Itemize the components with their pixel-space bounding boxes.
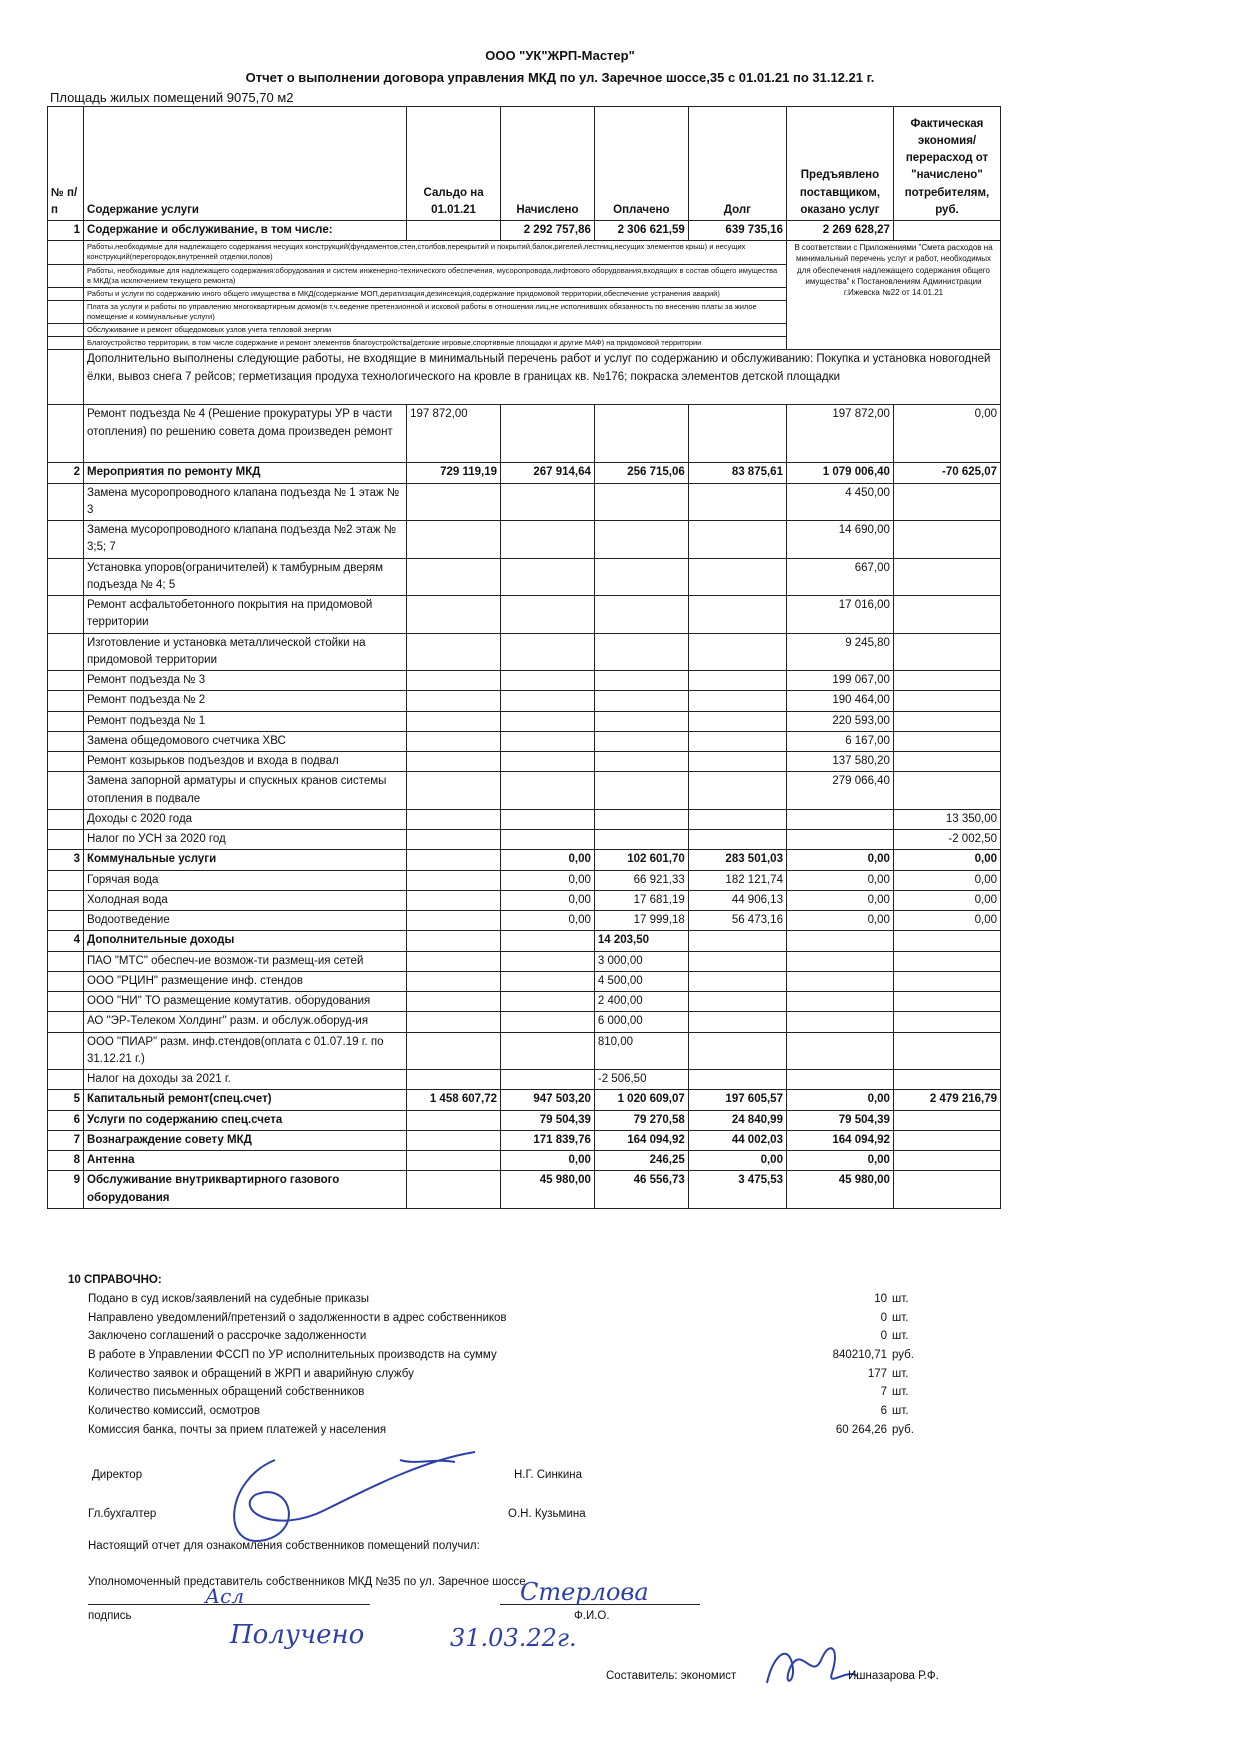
row-label: ООО "РЦИН" размещение инф. стендов bbox=[84, 971, 407, 991]
company-name: ООО "УК"ЖРП-Мастер" bbox=[485, 48, 635, 63]
table-row bbox=[48, 521, 1001, 559]
subitem-row bbox=[48, 241, 1001, 264]
cell-paid: 17 681,19 bbox=[594, 890, 688, 910]
cell-paid: 14 203,50 bbox=[594, 931, 688, 951]
cell-debt: 197 605,57 bbox=[688, 1090, 786, 1110]
row-label: Ремонт подъезда № 2 bbox=[84, 691, 407, 711]
table-row bbox=[48, 809, 1001, 829]
cell-economy: -70 625,07 bbox=[893, 463, 1000, 483]
sign-line bbox=[88, 1604, 370, 1605]
cell-debt: 24 840,99 bbox=[688, 1110, 786, 1130]
table-row bbox=[48, 911, 1001, 931]
cell-charged: 0,00 bbox=[501, 870, 595, 890]
handwritten-fio: Стерлова bbox=[520, 1578, 649, 1606]
received-text: Настоящий отчет для ознакомления собственников помещений получил: bbox=[88, 1540, 480, 1552]
additional-works-row bbox=[48, 350, 1001, 405]
list-item: В работе в Управлении ФССП по УР исполнительных производств на сумму 840210,71 руб. bbox=[88, 1349, 914, 1362]
report-title: Отчет о выполнении договора управления МКД по ул. Заречное шоссе,35 с 01.01.21 по 31.12.21 г. bbox=[245, 70, 875, 85]
table-row bbox=[48, 671, 1001, 691]
row-label: Холодная вода bbox=[84, 890, 407, 910]
row-label: Вознаграждение совету МКД bbox=[84, 1130, 407, 1150]
cell-saldo: 1 458 607,72 bbox=[407, 1090, 501, 1110]
row-label: Замена мусоропроводного клапана подъезда № 1 этаж № 3 bbox=[84, 483, 407, 521]
row-label: Мероприятия по ремонту МКД bbox=[84, 463, 407, 483]
section-row bbox=[48, 1171, 1001, 1209]
cell-paid: 46 556,73 bbox=[594, 1171, 688, 1209]
table-row bbox=[48, 1070, 1001, 1090]
cell-paid: 6 000,00 bbox=[594, 1012, 688, 1032]
cell-paid: 79 270,58 bbox=[594, 1110, 688, 1130]
cell-presented: 0,00 bbox=[786, 870, 893, 890]
row-label: Доходы с 2020 года bbox=[84, 809, 407, 829]
accountant-name: О.Н. Кузьмина bbox=[508, 1508, 586, 1520]
table-row bbox=[48, 711, 1001, 731]
col-economy: Фактическая экономия/перерасход от "начислено" потребителям, руб. bbox=[893, 107, 1000, 221]
row-label: ООО "ПИАР" разм. инф.стендов(оплата с 01.07.19 г. по 31.12.21 г.) bbox=[84, 1032, 407, 1070]
table-row bbox=[48, 405, 1001, 463]
cell-paid: 164 094,92 bbox=[594, 1130, 688, 1150]
section-row bbox=[48, 463, 1001, 483]
cell-presented: 0,00 bbox=[786, 1151, 893, 1171]
table-row bbox=[48, 890, 1001, 910]
cell-debt: 0,00 bbox=[688, 1151, 786, 1171]
handwritten-date: 31.03.22г. bbox=[450, 1624, 577, 1652]
section-row bbox=[48, 1090, 1001, 1110]
composer-name: Ишназарова Р.Ф. bbox=[848, 1670, 939, 1682]
cell-charged: 0,00 bbox=[501, 890, 595, 910]
cell-economy: 0,00 bbox=[893, 405, 1000, 463]
row-label: Изготовление и установка металлической стойки на придомовой территории bbox=[84, 633, 407, 671]
cell-paid: -2 506,50 bbox=[594, 1070, 688, 1090]
row-label: Содержание и обслуживание, в том числе: bbox=[84, 221, 407, 241]
table-row bbox=[48, 992, 1001, 1012]
row-num: 7 bbox=[48, 1130, 84, 1150]
cell-economy: -2 002,50 bbox=[893, 830, 1000, 850]
cell-presented: 14 690,00 bbox=[786, 521, 893, 559]
subitem-text: Работы,необходимые для надлежащего содержания несущих конструкций(фундаментов,стен,столбов,перекрытий и покрытий,балок,ригелей,лестниц,несущих элементов крыш) и несущих конструкций(перегородок,внутренней отделки,полов) bbox=[84, 241, 787, 264]
table-row bbox=[48, 1012, 1001, 1032]
cell-economy: 0,00 bbox=[893, 870, 1000, 890]
table-row bbox=[48, 633, 1001, 671]
section-row bbox=[48, 931, 1001, 951]
accountant-title: Гл.бухгалтер bbox=[88, 1508, 157, 1520]
cell-presented: 137 580,20 bbox=[786, 752, 893, 772]
cell-economy: 13 350,00 bbox=[893, 809, 1000, 829]
row-label: Капитальный ремонт(спец.счет) bbox=[84, 1090, 407, 1110]
director-name: Н.Г. Синкина bbox=[514, 1469, 582, 1481]
col-paid: Оплачено bbox=[594, 107, 688, 221]
cell-saldo: 197 872,00 bbox=[407, 405, 501, 463]
cell-debt: 182 121,74 bbox=[688, 870, 786, 890]
col-charged: Начислено bbox=[501, 107, 595, 221]
table-row bbox=[48, 731, 1001, 751]
row-label: Услуги по содержанию спец.счета bbox=[84, 1110, 407, 1130]
list-item: Подано в суд исков/заявлений на судебные приказы 10 шт. bbox=[88, 1293, 909, 1305]
col-debt: Долг bbox=[688, 107, 786, 221]
composer-label: Составитель: экономист bbox=[606, 1670, 737, 1682]
subitem-text: Плата за услуги и работы по управлению многоквартирным домом(в т.ч.ведение претензионной и исковой работы в отношении лиц,не исполнивших обязанность по внесению платы за жилое помещение и коммунальные услуги) bbox=[84, 300, 787, 323]
subitem-text: Обслуживание и ремонт общедомовых узлов учета тепловой энергии bbox=[84, 324, 787, 337]
sign-label: подпись bbox=[88, 1610, 132, 1622]
cell-charged: 0,00 bbox=[501, 1151, 595, 1171]
table-row bbox=[48, 951, 1001, 971]
row-label: Водоотведение bbox=[84, 911, 407, 931]
row-num: 8 bbox=[48, 1151, 84, 1171]
table-row bbox=[48, 558, 1001, 596]
row-label: Ремонт подъезда № 4 (Решение прокуратуры УР в части отопления) по решению совета дома произведен ремонт bbox=[84, 405, 407, 463]
cell-presented: 1 079 006,40 bbox=[786, 463, 893, 483]
cell-presented: 0,00 bbox=[786, 911, 893, 931]
row-num: 4 bbox=[48, 931, 84, 951]
cell-presented: 17 016,00 bbox=[786, 596, 893, 634]
cell-paid: 2 400,00 bbox=[594, 992, 688, 1012]
row-label: Замена запорной арматуры и спускных кранов системы отопления в подвале bbox=[84, 772, 407, 810]
row-label: Дополнительные доходы bbox=[84, 931, 407, 951]
cell-paid: 66 921,33 bbox=[594, 870, 688, 890]
reference-title bbox=[68, 1274, 162, 1286]
table-row bbox=[48, 772, 1001, 810]
cell-presented: 279 066,40 bbox=[786, 772, 893, 810]
subitem-text: Работы и услуги по содержанию иного общего имущества в МКД(содержание МОП,дератизация,дезинсекция,содержание придомовой территории,обеспечение устранения аварий) bbox=[84, 287, 787, 300]
col-num: № п/п bbox=[48, 107, 84, 221]
row-label: Горячая вода bbox=[84, 870, 407, 890]
table-row bbox=[48, 596, 1001, 634]
subitem-text: Благоустройство территории, в том числе содержание и ремонт элементов благоустройства(детские игровые,спортивные площадки и другие МАФ) на придомовой территории bbox=[84, 337, 787, 350]
cell-presented: 2 269 628,27 bbox=[786, 221, 893, 241]
cell-debt: 44 906,13 bbox=[688, 890, 786, 910]
handwritten-signature: Асл bbox=[205, 1584, 245, 1608]
row-label: ООО "НИ" ТО размещение комутатив. оборудования bbox=[84, 992, 407, 1012]
list-item: Количество комиссий, осмотров 6 шт. bbox=[88, 1405, 909, 1418]
cell-presented: 164 094,92 bbox=[786, 1130, 893, 1150]
cell-presented: 9 245,80 bbox=[786, 633, 893, 671]
cell-economy: 0,00 bbox=[893, 911, 1000, 931]
cell-debt: 283 501,03 bbox=[688, 850, 786, 870]
section-row bbox=[48, 1130, 1001, 1150]
cell-presented: 4 450,00 bbox=[786, 483, 893, 521]
section-row bbox=[48, 1110, 1001, 1130]
cell-presented: 0,00 bbox=[786, 1090, 893, 1110]
subitem-text: Работы, необходимые для надлежащего содержания:оборудования и систем инженерно-технического обеспечения, мусоропровода,лифтового оборудования,входящих в состав общего имущества в МКД(за исключением текущего ремонта) bbox=[84, 264, 787, 287]
reference-list bbox=[88, 1293, 928, 1443]
section-row bbox=[48, 1151, 1001, 1171]
cell-paid: 17 999,18 bbox=[594, 911, 688, 931]
fio-label: Ф.И.О. bbox=[574, 1610, 610, 1622]
cell-paid: 3 000,00 bbox=[594, 951, 688, 971]
table-row bbox=[48, 1032, 1001, 1070]
list-item: Комиссия банка, почты за прием платежей у населения 60 264,26 руб. bbox=[88, 1423, 914, 1436]
row-label: Замена мусоропроводного клапана подъезда №2 этаж № 3;5; 7 bbox=[84, 521, 407, 559]
norm-note: В соответствии с Приложениями "Смета расходов на минимальный перечень услуг и работ, необходимых для обеспечения надлежащего содержания общего имущества" к Постановлениям Администрации г.Ижевска №22 от 14.01.21 bbox=[786, 241, 1000, 350]
row-label: Ремонт козырьков подъездов и входа в подвал bbox=[84, 752, 407, 772]
cell-paid: 246,25 bbox=[594, 1151, 688, 1171]
cell-debt: 56 473,16 bbox=[688, 911, 786, 931]
row-label: Обслуживание внутриквартирного газового оборудования bbox=[84, 1171, 407, 1209]
cell-presented: 0,00 bbox=[786, 850, 893, 870]
col-saldo: Сальдо на 01.01.21 bbox=[407, 107, 501, 221]
table-row bbox=[48, 870, 1001, 890]
cell-economy: 0,00 bbox=[893, 850, 1000, 870]
row-num: 9 bbox=[48, 1171, 84, 1209]
row-label: Ремонт подъезда № 1 bbox=[84, 711, 407, 731]
cell-presented: 220 593,00 bbox=[786, 711, 893, 731]
row-num: 1 bbox=[48, 221, 84, 241]
additional-works-text: Дополнительно выполнены следующие работы, не входящие в минимальный перечень работ и услуг по содержанию и обслуживанию: Покупка и установка новогодней ёлки, вывоз снега 7 рейсов; герметизация продуха технологического на кровле в границах кв. №176; покраска элементов детской площадки bbox=[84, 350, 1001, 405]
row-label: Установка упоров(ограничителей) к тамбурным дверям подъезда № 4; 5 bbox=[84, 558, 407, 596]
cell-presented: 199 067,00 bbox=[786, 671, 893, 691]
row-num: 2 bbox=[48, 463, 84, 483]
report-table bbox=[47, 106, 1001, 1209]
cell-economy: 0,00 bbox=[893, 890, 1000, 910]
col-presented: Предъявлено поставщиком, оказано услуг bbox=[786, 107, 893, 221]
cell-presented: 45 980,00 bbox=[786, 1171, 893, 1209]
list-item: Направлено уведомлений/претензий о задолженности в адрес собственников 0 шт. bbox=[88, 1311, 909, 1324]
row-num: 3 bbox=[48, 850, 84, 870]
cell-debt: 83 875,61 bbox=[688, 463, 786, 483]
row-label: Налог по УСН за 2020 год bbox=[84, 830, 407, 850]
table-row bbox=[48, 483, 1001, 521]
cell-presented: 6 167,00 bbox=[786, 731, 893, 751]
cell-charged: 947 503,20 bbox=[501, 1090, 595, 1110]
cell-debt: 3 475,53 bbox=[688, 1171, 786, 1209]
cell-paid: 256 715,06 bbox=[594, 463, 688, 483]
row-num: 5 bbox=[48, 1090, 84, 1110]
list-item: Количество письменных обращений собственников 7 шт. bbox=[88, 1386, 909, 1399]
section-row bbox=[48, 850, 1001, 870]
cell-presented: 667,00 bbox=[786, 558, 893, 596]
row-label: Замена общедомового счетчика ХВС bbox=[84, 731, 407, 751]
cell-presented: 0,00 bbox=[786, 890, 893, 910]
list-item: Количество заявок и обращений в ЖРП и аварийную службу 177 шт. bbox=[88, 1367, 909, 1380]
cell-charged: 45 980,00 bbox=[501, 1171, 595, 1209]
reference-heading: СПРАВОЧНО: bbox=[84, 1274, 162, 1286]
table-row bbox=[48, 971, 1001, 991]
cell-paid: 1 020 609,07 bbox=[594, 1090, 688, 1110]
cell-charged: 267 914,64 bbox=[501, 463, 595, 483]
cell-presented: 79 504,39 bbox=[786, 1110, 893, 1130]
cell-paid: 102 601,70 bbox=[594, 850, 688, 870]
representative-text: Уполномоченный представитель собственников МКД №35 по ул. Заречное шоссе bbox=[88, 1576, 526, 1588]
row-label: Антенна bbox=[84, 1151, 407, 1171]
row-label: Ремонт подъезда № 3 bbox=[84, 671, 407, 691]
row-label: Коммунальные услуги bbox=[84, 850, 407, 870]
cell-charged: 0,00 bbox=[501, 911, 595, 931]
cell-charged: 79 504,39 bbox=[501, 1110, 595, 1130]
cell-economy: 2 479 216,79 bbox=[893, 1090, 1000, 1110]
cell-charged: 0,00 bbox=[501, 850, 595, 870]
cell-paid: 4 500,00 bbox=[594, 971, 688, 991]
table-row bbox=[48, 830, 1001, 850]
cell-debt: 44 002,03 bbox=[688, 1130, 786, 1150]
handwritten-received: Получено bbox=[230, 1620, 365, 1650]
section-row bbox=[48, 221, 1001, 241]
cell-paid: 810,00 bbox=[594, 1032, 688, 1070]
cell-saldo: 729 119,19 bbox=[407, 463, 501, 483]
director-title: Директор bbox=[92, 1469, 143, 1481]
list-item: Заключено соглашений о рассрочке задолженности 0 шт. bbox=[88, 1330, 909, 1343]
cell-debt: 639 735,16 bbox=[688, 221, 786, 241]
cell-presented: 197 872,00 bbox=[786, 405, 893, 463]
table-row bbox=[48, 691, 1001, 711]
row-label: АО "ЭР-Телеком Холдинг" разм. и обслуж.оборуд-ия bbox=[84, 1012, 407, 1032]
row-label: ПАО "МТС" обеспеч-ие возмож-ти размещ-ия сетей bbox=[84, 951, 407, 971]
fio-line bbox=[500, 1604, 700, 1605]
cell-charged: 171 839,76 bbox=[501, 1130, 595, 1150]
table-row bbox=[48, 752, 1001, 772]
col-service: Содержание услуги bbox=[84, 107, 407, 221]
cell-charged: 2 292 757,86 bbox=[501, 221, 595, 241]
reference-num: 10 bbox=[68, 1274, 81, 1286]
row-label: Ремонт асфальтобетонного покрытия на придомовой территории bbox=[84, 596, 407, 634]
composer-signature-icon bbox=[752, 1628, 862, 1698]
cell-paid: 2 306 621,59 bbox=[594, 221, 688, 241]
row-label: Налог на доходы за 2021 г. bbox=[84, 1070, 407, 1090]
row-num: 6 bbox=[48, 1110, 84, 1130]
cell-presented: 190 464,00 bbox=[786, 691, 893, 711]
living-area: Площадь жилых помещений 9075,70 м2 bbox=[50, 90, 294, 105]
